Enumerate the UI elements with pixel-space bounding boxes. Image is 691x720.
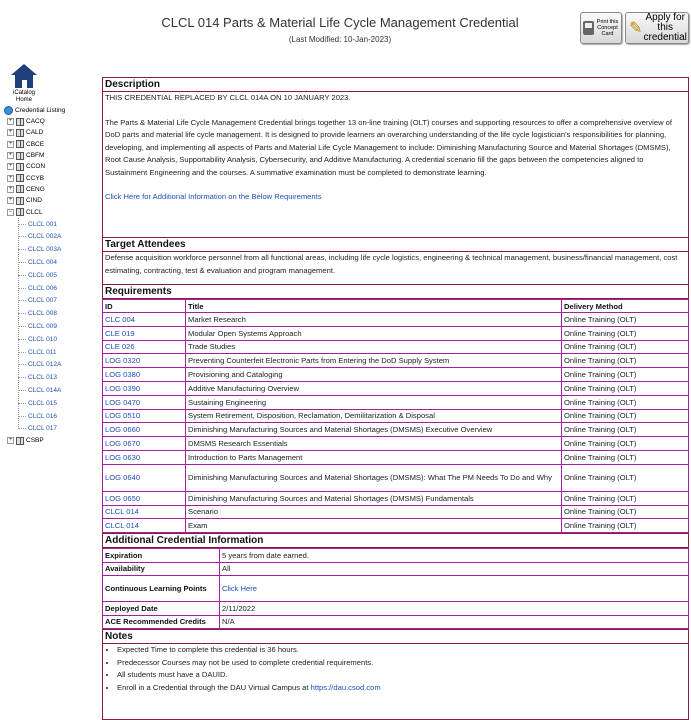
expiration-value: 5 years from date earned.	[220, 549, 689, 563]
course-id-link[interactable]: LOG 0660	[105, 425, 141, 435]
expand-icon[interactable]: +	[8, 163, 13, 170]
sidebar-item-clcl-004	[4, 256, 98, 269]
globe-icon	[4, 106, 13, 115]
expand-icon[interactable]: +	[8, 129, 13, 136]
home-icon	[11, 64, 37, 90]
print-concept-card-button[interactable]	[580, 12, 622, 44]
sidebar-item-clcl-017	[4, 422, 98, 435]
delivery-method: Online Training (OLT)	[562, 313, 689, 327]
course-title: Sustaining Engineering	[186, 395, 562, 409]
delivery-method: Online Training (OLT)	[562, 437, 689, 451]
delivery-method: Online Training (OLT)	[562, 519, 689, 533]
table-row	[103, 437, 689, 451]
sidebar-link[interactable]: CLCL 015	[28, 399, 58, 407]
notes-list	[105, 644, 686, 694]
course-id-link[interactable]: LOG 0630	[105, 452, 141, 462]
delivery-method: Online Training (OLT)	[562, 340, 689, 354]
expand-icon[interactable]: +	[8, 152, 13, 159]
page-header	[100, 0, 580, 44]
icatalog-home-link[interactable]	[6, 64, 42, 104]
course-title: Scenario	[186, 505, 562, 519]
printer-icon	[583, 21, 594, 35]
expiration-label: Expiration	[103, 549, 220, 563]
sidebar-item-clcl-008	[4, 307, 98, 320]
description-body	[102, 92, 689, 237]
sidebar-link[interactable]: CLCL 001	[28, 220, 58, 228]
sidebar-item-clcl-010	[4, 333, 98, 346]
table-row	[103, 450, 689, 464]
delivery-method: Online Training (OLT)	[562, 326, 689, 340]
course-id-link[interactable]: LOG 0670	[105, 439, 141, 449]
course-title: Exam	[186, 519, 562, 533]
table-row	[103, 326, 689, 340]
sidebar-item-clcl-013	[4, 371, 98, 384]
sidebar-item-clcl-002a	[4, 230, 98, 243]
deployed-date-label: Deployed Date	[103, 602, 220, 616]
sidebar-link[interactable]: CLCL 006	[28, 284, 58, 292]
course-title: Introduction to Parts Management	[186, 450, 562, 464]
delivery-method: Online Training (OLT)	[562, 395, 689, 409]
delivery-method: Online Training (OLT)	[562, 464, 689, 491]
expand-icon[interactable]: +	[8, 174, 13, 181]
table-row	[103, 505, 689, 519]
sidebar-item-clcl-011	[4, 346, 98, 359]
course-title: DMSMS Research Essentials	[186, 437, 562, 451]
additional-info-table	[102, 548, 689, 629]
sidebar-item-clcl-015	[4, 397, 98, 410]
page-title: CLCL 014 Parts & Material Life Cycle Management Credential	[161, 15, 519, 30]
course-title: Diminishing Manufacturing Sources and Material Shortages (DMSMS): What The PM Needs To Do and Why	[186, 464, 562, 491]
sidebar-link[interactable]: CLCL 002A	[28, 233, 62, 241]
target-body: Defense acquisition workforce personnel from all functional areas, including life cycle logistics, engineering & technical management, business/financial management, cost estimating, contracting, test & evaluation and program management.	[102, 252, 689, 284]
sidebar-link[interactable]: CLCL 016	[28, 412, 58, 420]
notes-body	[102, 644, 689, 720]
pencil-icon: ✎	[629, 20, 643, 37]
col-id: ID	[103, 300, 186, 313]
book-icon	[16, 185, 24, 193]
availability-label: Availability	[103, 562, 220, 576]
sidebar-link[interactable]: CLCL 014A	[28, 386, 62, 394]
apply-button-label: Apply for this credential	[643, 12, 687, 43]
course-title: Diminishing Manufacturing Sources and Material Shortages (DMSMS) Executive Overview	[186, 423, 562, 437]
expand-icon[interactable]: +	[8, 118, 13, 125]
ace-credits-value: N/A	[220, 615, 689, 629]
table-row	[103, 368, 689, 382]
clp-link[interactable]: Click Here	[222, 584, 258, 594]
sidebar-group-cbce[interactable]: + CBCE	[8, 140, 45, 148]
delivery-method: Online Training (OLT)	[562, 423, 689, 437]
course-title: Diminishing Manufacturing Sources and Material Shortages (DMSMS) Fundamentals	[186, 491, 562, 505]
sidebar-item-clcl-001	[4, 218, 98, 231]
table-row	[103, 519, 689, 533]
sidebar-link[interactable]: CLCL 007	[28, 297, 58, 305]
book-icon	[16, 118, 24, 126]
clp-label: Continuous Learning Points	[103, 576, 220, 602]
additional-info-heading: Additional Credential Information	[102, 533, 689, 548]
col-delivery-method: Delivery Method	[562, 300, 689, 313]
sidebar-link[interactable]: CLCL 009	[28, 322, 58, 330]
course-id-link[interactable]: CLE 026	[105, 342, 135, 352]
expand-icon[interactable]: +	[8, 437, 13, 444]
course-id-link[interactable]: LOG 0470	[105, 397, 141, 407]
sidebar-link[interactable]: CLCL 013	[28, 374, 58, 382]
book-icon	[16, 163, 24, 171]
target-heading: Target Attendees	[102, 237, 689, 252]
course-id-link[interactable]: LOG 0390	[105, 383, 141, 393]
credential-listing-root[interactable]: Credential Listing	[4, 105, 98, 116]
sidebar-group-ccon[interactable]: + CCON	[8, 163, 46, 171]
clcl-subtree	[4, 218, 98, 436]
table-row	[103, 395, 689, 409]
sidebar-item-clcl-006	[4, 282, 98, 295]
sidebar-link[interactable]: CLCL 003A	[28, 246, 62, 254]
table-row	[103, 340, 689, 354]
sidebar-link[interactable]: CLCL 005	[28, 271, 58, 279]
book-icon	[16, 197, 24, 205]
note-item: • Expected Time to complete this credential is 36 hours.	[117, 644, 686, 657]
description-text: The Parts & Material Life Cycle Management Credential brings together 13 on-line training (OLT) courses and supporting resources to offer a comprehensive overview of DoD parts and material life cycle management. It is designed to provide learners an overarching understanding of the life cycle logistician's responsibilities for planning, developing, and implementing all aspects of Parts and Material Life Cycle Management to include: Diminishing Manufacturing Source and Material Shortages (DMSMS), Root Cause Analysis, Supportability Analysis, Cybersecurity, and Additive Manufacturing. A credential scenario fill the gaps between the competencies aligned to Sustainment Engineering and the courses. A summative examination must be completed to demonstrate learning.	[105, 117, 673, 177]
sidebar-group-cald[interactable]: + CALD	[8, 129, 44, 137]
additional-info-link[interactable]: Click Here for Additional Information on the Below Requirements	[105, 192, 322, 201]
availability-value: All	[220, 562, 689, 576]
course-title: Trade Studies	[186, 340, 562, 354]
last-modified: (Last Modified: 10-Jan-2023)	[288, 35, 392, 44]
sidebar-item-clcl-003a	[4, 243, 98, 256]
course-id-link[interactable]: LOG 0650	[105, 493, 141, 503]
delivery-method: Online Training (OLT)	[562, 381, 689, 395]
sidebar-tree	[4, 64, 98, 447]
requirements-table	[102, 299, 689, 533]
delivery-method: Online Training (OLT)	[562, 450, 689, 464]
book-icon	[16, 208, 24, 216]
note-item: • Predecessor Courses may not be used to complete credential requirements.	[117, 657, 686, 670]
course-title: Market Research	[186, 313, 562, 327]
table-row	[103, 423, 689, 437]
course-title: Provisioning and Cataloging	[186, 368, 562, 382]
table-row	[103, 409, 689, 423]
sidebar-link[interactable]: CLCL 012A	[28, 361, 62, 369]
delivery-method: Online Training (OLT)	[562, 505, 689, 519]
course-id-link[interactable]: LOG 0640	[105, 472, 141, 482]
sidebar-item-clcl-009	[4, 320, 98, 333]
sidebar-item-clcl-012a	[4, 358, 98, 371]
course-title: System Retirement, Disposition, Reclamation, Demilitarization & Disposal	[186, 409, 562, 423]
home-label: iCatalog Home	[12, 90, 35, 103]
course-id-link[interactable]: CLE 019	[105, 328, 135, 338]
sidebar-group-cind[interactable]: + CIND	[8, 197, 42, 205]
book-icon	[16, 437, 24, 445]
table-row	[103, 464, 689, 491]
book-icon	[16, 129, 24, 137]
course-id-link[interactable]: CLC 004	[105, 314, 135, 324]
delivery-method: Online Training (OLT)	[562, 368, 689, 382]
sidebar-item-clcl-007	[4, 294, 98, 307]
course-id-link[interactable]: LOG 0380	[105, 370, 141, 380]
course-title: Modular Open Systems Approach	[186, 326, 562, 340]
sidebar-link[interactable]: CLCL 008	[28, 310, 58, 318]
sidebar-item-clcl-014a	[4, 384, 98, 397]
delivery-method: Online Training (OLT)	[562, 491, 689, 505]
book-icon	[16, 140, 24, 148]
sidebar-link[interactable]: CLCL 011	[28, 348, 57, 356]
sidebar-group-csbp[interactable]: + CSBP	[8, 437, 44, 445]
collapse-icon[interactable]: −	[8, 208, 13, 215]
table-row	[103, 491, 689, 505]
sidebar-group-clcl[interactable]: − CLCL	[8, 208, 43, 216]
note-item-enroll: • Enroll in a Credential through the DAU Virtual Campus at https://dau.csod.com	[117, 682, 686, 695]
book-icon	[16, 174, 24, 182]
sidebar-link[interactable]: CLCL 017	[28, 425, 58, 433]
sidebar-group-cbfm[interactable]: + CBFM	[8, 152, 45, 160]
book-icon	[16, 152, 24, 160]
sidebar-item-clcl-016	[4, 410, 98, 423]
course-id-link[interactable]: LOG 0320	[105, 356, 141, 366]
dau-virtual-campus-link[interactable]: https://dau.csod.com	[310, 682, 381, 692]
print-button-label: Print this Concept Card	[596, 19, 619, 37]
sidebar-group-ceng[interactable]: + CENG	[8, 185, 45, 193]
expand-icon[interactable]: +	[8, 140, 13, 147]
sidebar-link[interactable]: CLCL 010	[28, 335, 58, 343]
table-row	[103, 313, 689, 327]
sidebar-group-ccyb[interactable]: + CCYB	[8, 174, 45, 182]
course-id-link[interactable]: CLCL 014	[105, 521, 139, 531]
note-item: • All students must have a DAUID.	[117, 669, 686, 682]
replaced-note: THIS CREDENTIAL REPLACED BY CLCL 014A ON 10 JANUARY 2023.	[105, 93, 351, 102]
delivery-method: Online Training (OLT)	[562, 354, 689, 368]
course-title: Preventing Counterfeit Electronic Parts from Entering the DoD Supply System	[186, 354, 562, 368]
course-title: Additive Manufacturing Overview	[186, 381, 562, 395]
main-content	[102, 77, 689, 720]
table-row	[103, 354, 689, 368]
ace-credits-label: ACE Recommended Credits	[103, 615, 220, 629]
table-row	[103, 381, 689, 395]
notes-heading: Notes	[102, 629, 689, 644]
expand-icon[interactable]: +	[8, 185, 13, 192]
delivery-method: Online Training (OLT)	[562, 409, 689, 423]
requirements-heading: Requirements	[102, 284, 689, 299]
expand-icon[interactable]: +	[8, 197, 13, 204]
apply-credential-button[interactable]	[625, 12, 689, 44]
col-title: Title	[186, 300, 562, 313]
sidebar-item-clcl-005	[4, 269, 98, 282]
sidebar-link[interactable]: CLCL 004	[28, 258, 58, 266]
description-heading: Description	[102, 77, 689, 92]
course-id-link[interactable]: LOG 0510	[105, 411, 141, 421]
sidebar-group-cacq[interactable]: + CACQ	[8, 118, 45, 126]
deployed-date-value: 2/11/2022	[220, 602, 689, 616]
course-id-link[interactable]: CLCL 014	[105, 507, 139, 517]
